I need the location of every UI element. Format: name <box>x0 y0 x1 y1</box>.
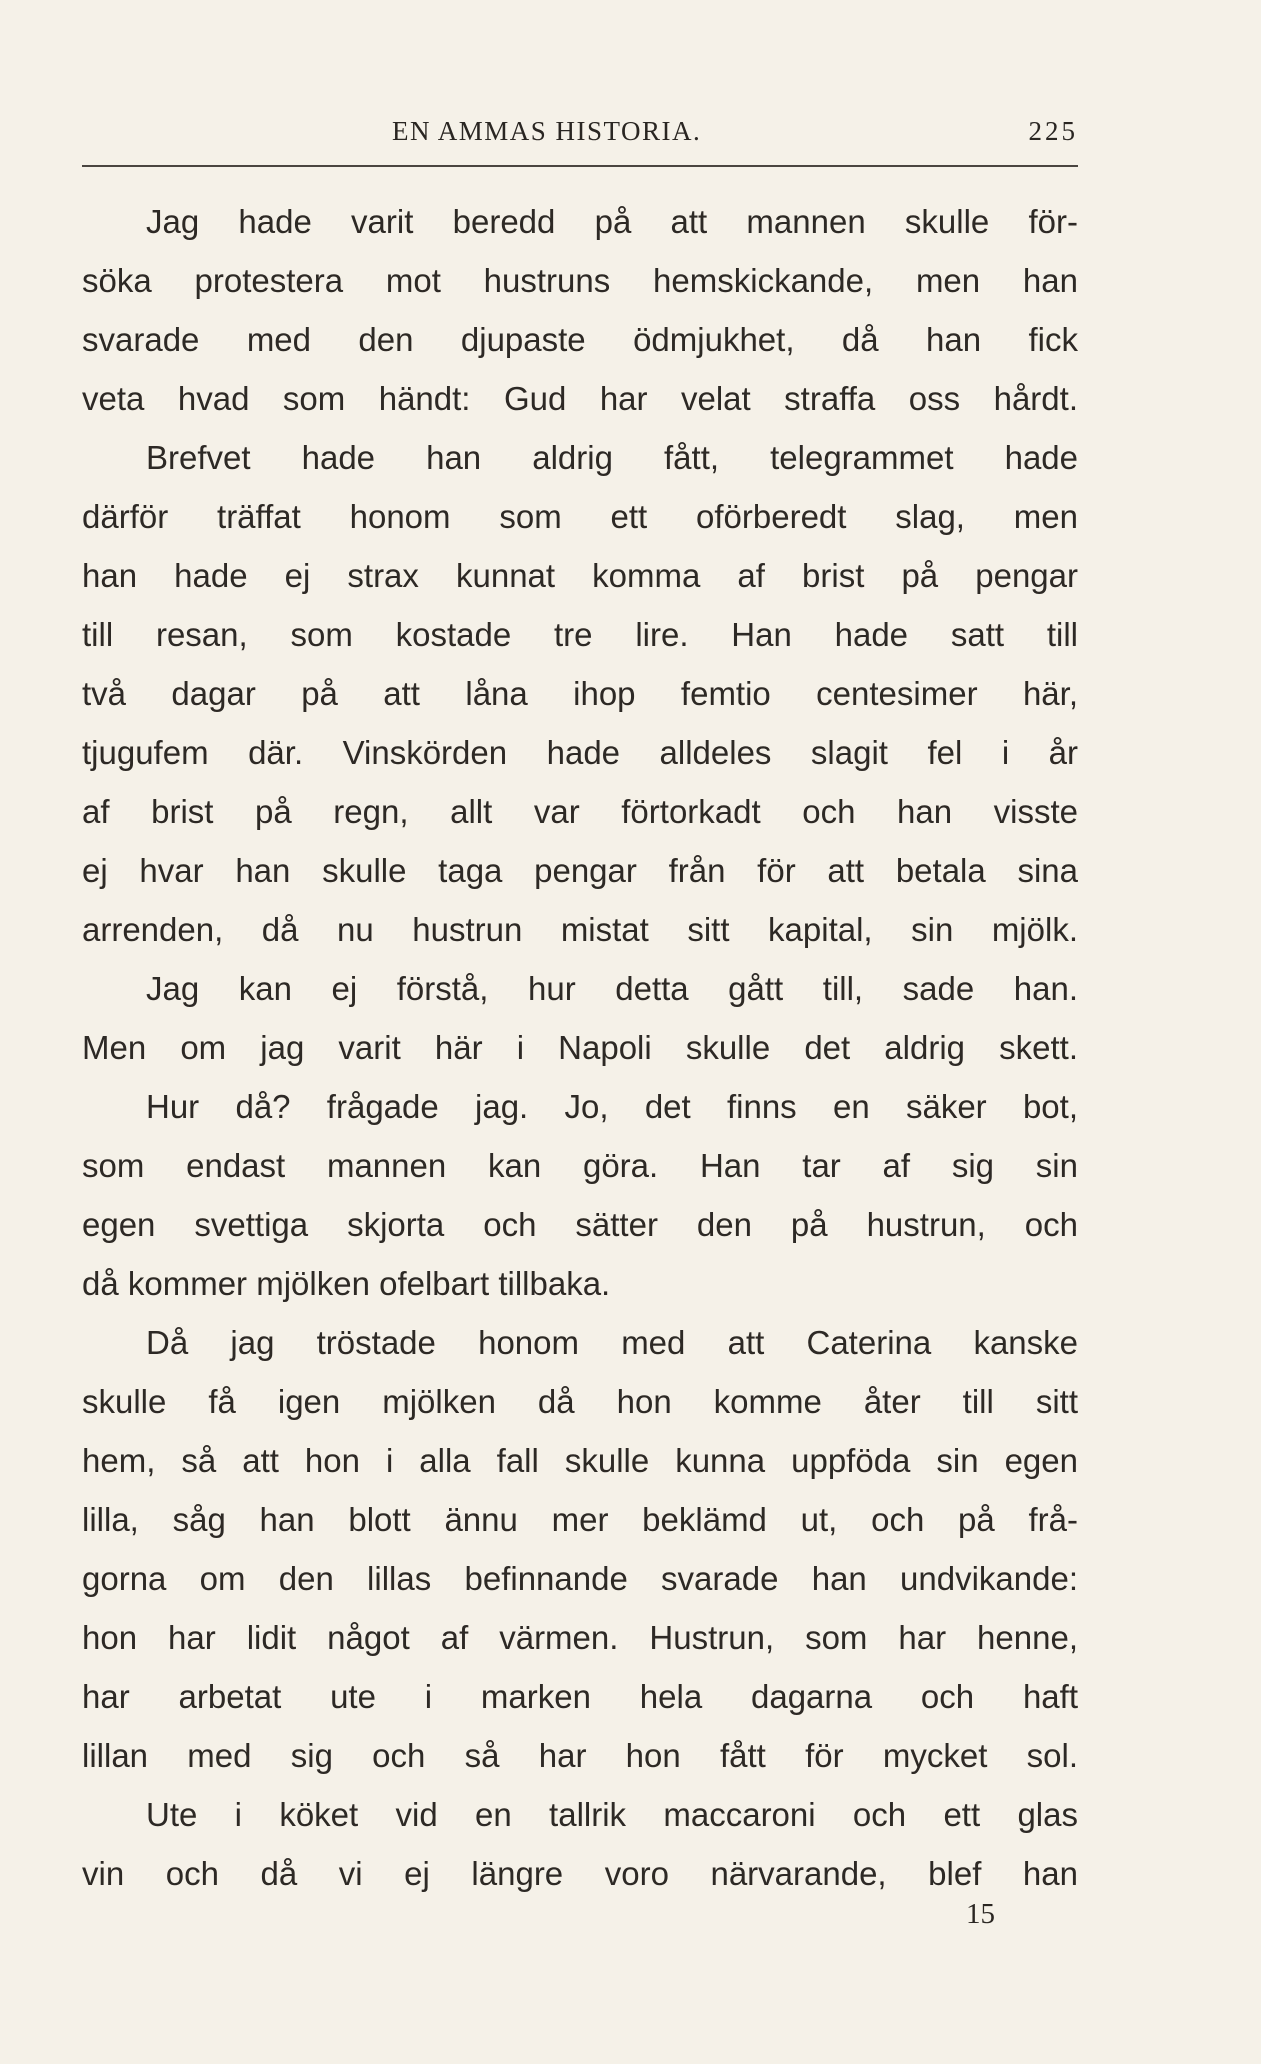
text-line: till resan, som kostade tre lire. Han hade satt till <box>82 616 1078 653</box>
text-line: vin och då vi ej längre voro närvarande, blef han <box>82 1855 1078 1892</box>
text-line: veta hvad som händt: Gud har velat straffa oss hårdt. <box>82 380 1078 417</box>
text-line: två dagar på att låna ihop femtio centesimer här, <box>82 675 1078 712</box>
signature-mark: 15 <box>966 1898 995 1930</box>
header-rule <box>82 165 1078 167</box>
text-line: Hur då? frågade jag. Jo, det finns en säker bot, <box>146 1088 1078 1125</box>
text-line: skulle få igen mjölken då hon komme åter till sitt <box>82 1383 1078 1420</box>
text-line: egen svettiga skjorta och sätter den på hustrun, och <box>82 1206 1078 1243</box>
text-line: Då jag tröstade honom med att Caterina kanske <box>146 1324 1078 1361</box>
text-line: lilla, såg han blott ännu mer beklämd ut, och på frå- <box>82 1501 1078 1538</box>
text-line: svarade med den djupaste ödmjukhet, då han fick <box>82 321 1078 358</box>
text-line: Brefvet hade han aldrig fått, telegrammet hade <box>146 439 1078 476</box>
text-line: tjugufem där. Vinskörden hade alldeles slagit fel i år <box>82 734 1078 771</box>
text-line: hem, så att hon i alla fall skulle kunna uppföda sin egen <box>82 1442 1078 1479</box>
text-line: Ute i köket vid en tallrik maccaroni och ett glas <box>146 1796 1078 1833</box>
text-line: Jag kan ej förstå, hur detta gått till, sade han. <box>146 970 1078 1007</box>
text-line: Jag hade varit beredd på att mannen skulle för- <box>146 203 1078 240</box>
text-line: därför träffat honom som ett oförberedt slag, men <box>82 498 1078 535</box>
body-text <box>82 192 1078 1903</box>
text-line: arrenden, då nu hustrun mistat sitt kapital, sin mjölk. <box>82 911 1078 948</box>
text-line: ej hvar han skulle taga pengar från för att betala sina <box>82 852 1078 889</box>
page-number: 225 <box>1028 116 1078 146</box>
text-line: söka protestera mot hustruns hemskickande, men han <box>82 262 1078 299</box>
running-title: EN AMMAS HISTORIA. <box>392 116 702 146</box>
text-line: han hade ej strax kunnat komma af brist på pengar <box>82 557 1078 594</box>
text-line: lillan med sig och så har hon fått för mycket sol. <box>82 1737 1078 1774</box>
text-line: hon har lidit något af värmen. Hustrun, som har henne, <box>82 1619 1078 1656</box>
text-line: som endast mannen kan göra. Han tar af sig sin <box>82 1147 1078 1184</box>
text-line: gorna om den lillas befinnande svarade han undvikande: <box>82 1560 1078 1597</box>
text-line: af brist på regn, allt var förtorkadt och han visste <box>82 793 1078 830</box>
text-line: då kommer mjölken ofelbart tillbaka. <box>82 1265 611 1302</box>
running-head <box>82 112 1078 152</box>
text-line: Men om jag varit här i Napoli skulle det aldrig skett. <box>82 1029 1078 1066</box>
text-line: har arbetat ute i marken hela dagarna och haft <box>82 1678 1078 1715</box>
